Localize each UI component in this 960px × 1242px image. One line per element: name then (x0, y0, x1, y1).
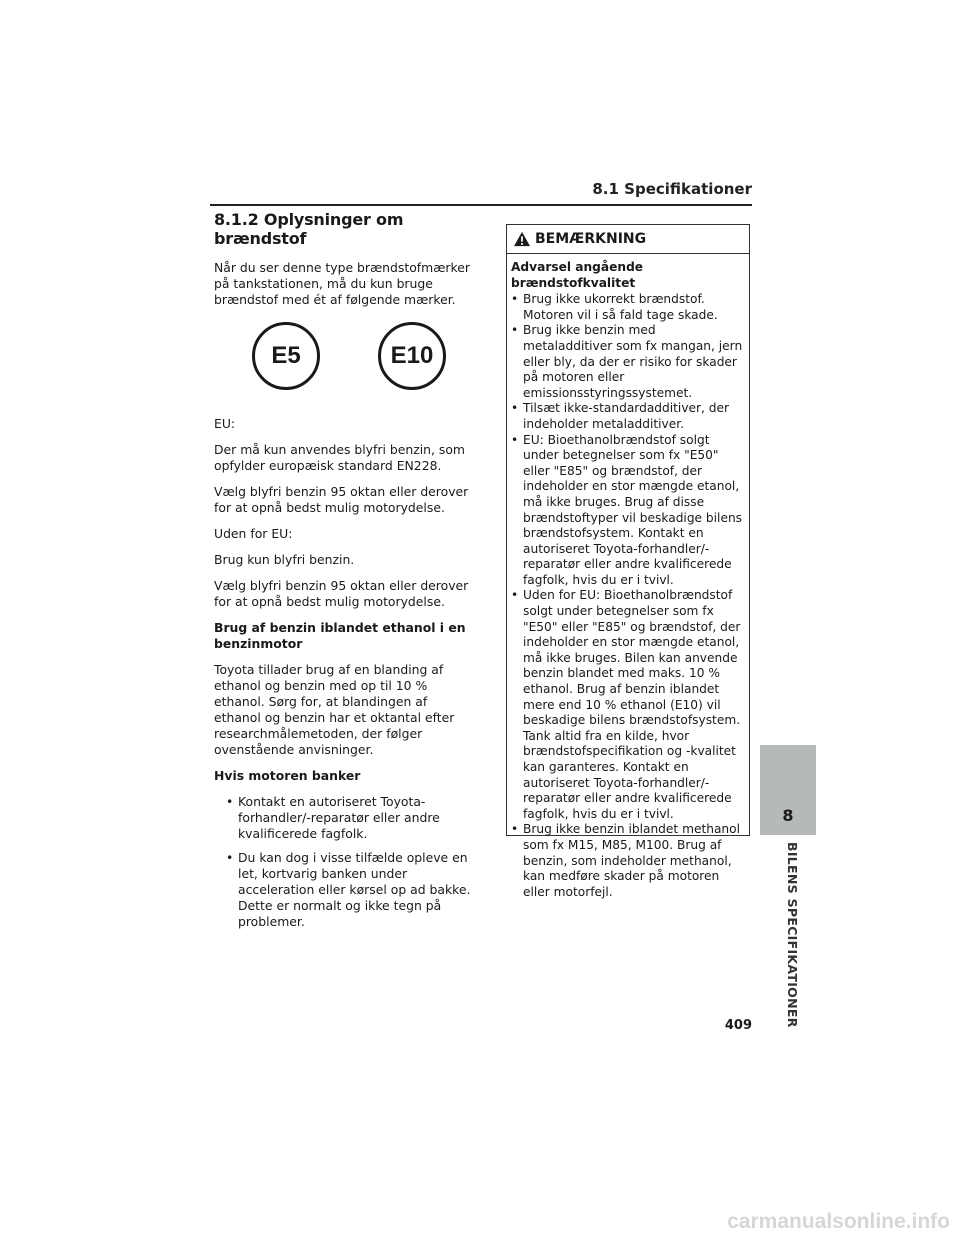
non-eu-text: Brug kun blyfri benzin. (214, 552, 355, 567)
bullet-marker: • (226, 794, 234, 809)
bullet-marker: • (511, 323, 519, 338)
list-item: • Kontakt en autoriseret Toyota-forhandler/-reparatør eller andre kvalificerede fagfolk. (226, 794, 440, 841)
fuel-sign-e5: E5 (252, 322, 320, 390)
list-item: • Brug ikke ukorrekt brændstof. Motoren vil i så fald tage skade. (511, 292, 718, 322)
list-item: • Tilsæt ikke-standardadditiver, der indeholder metaladditiver. (511, 401, 730, 431)
non-eu-octane: Vælg blyfri benzin 95 oktan eller derover for at opnå bedst mulig motorydelse. (214, 578, 469, 609)
ethanol-heading: Brug af benzin iblandet ethanol i en benzinmotor (214, 620, 466, 651)
chapter-tab: 8 (760, 745, 816, 835)
bullet-marker: • (511, 292, 519, 307)
main-column (214, 210, 476, 938)
bullet-marker: • (511, 401, 519, 416)
list-item: • Brug ikke benzin iblandet methanol som fx M15, M85, M100. Brug af benzin, som indeholder methanol, kan medføre skader på motoren eller motorfejl. (511, 822, 740, 899)
warning-triangle-icon (513, 231, 531, 247)
list-item: • EU: Bioethanolbrændstof solgt under betegnelser som fx "E50" eller "E85" og brændstof, der indeholder en stor mængde etanol, må ikke bruges. Brug af disse brændstoftyper vil beskadige bilens brændstofsystem. Kontakt en autoriseret Toyota-forhandler/-reparatør eller andre kvalificerede fagfolk, hvis du er i tvivl. (511, 432, 743, 587)
notice-header (507, 225, 749, 254)
bullet-marker: • (511, 588, 519, 603)
eu-label: EU: (214, 416, 236, 431)
notice-body (507, 254, 749, 900)
intro-paragraph: Når du ser denne type brændstofmærker på tankstationen, må du kun bruge brændstof med ét af følgende mærker. (214, 260, 470, 307)
page-number: 409 (724, 1018, 752, 1033)
watermark: carmanualsonline.info (727, 1210, 950, 1233)
knock-bullet-list (214, 794, 476, 930)
list-item: • Uden for EU: Bioethanolbrændstof solgt under betegnelser som fx "E50" eller "E85" og brændstof, der indeholder en stor mængde etanol, må ikke bruges. Bilen kan anvende benzin blandet med maks. 10 % ethanol. Brug af benzin iblandet mere end 10 % ethanol (E10) vil beskadige bilens brændstofsystem. Tank altid fra en kilde, hvor brændstofspecifikation og -kvalitet kan garanteres. Kontakt en autoriseret Toyota-forhandler/-reparatør eller andre kvalificerede fagfolk, hvis du er i tvivl. (511, 588, 741, 821)
eu-octane: Vælg blyfri benzin 95 oktan eller derover for at opnå bedst mulig motorydelse. (214, 484, 469, 515)
running-header: 8.1 Specifikationer (592, 180, 752, 198)
notice-title: BEMÆRKNING (535, 231, 647, 247)
eu-text: Der må kun anvendes blyfri benzin, som opfylder europæisk standard EN228. (214, 442, 465, 473)
list-item: • Du kan dog i visse tilfælde opleve en let, kortvarig banken under acceleration eller kørsel op ad bakke. Dette er normalt og ikke tegn på problemer. (226, 850, 471, 929)
bullet-marker: • (511, 432, 519, 447)
non-eu-label: Uden for EU: (214, 526, 293, 541)
notice-subtitle: Advarsel angående brændstofkvalitet (511, 260, 644, 290)
fuel-sign-e10: E10 (378, 322, 446, 390)
knock-heading: Hvis motoren banker (214, 768, 361, 783)
notice-box (506, 224, 750, 899)
notice-bullet-list (511, 292, 744, 900)
list-item: • Brug ikke benzin med metaladditiver som fx mangan, jern eller bly, da der er risiko for skader på motoren eller emissionsstyringssystemet. (511, 323, 743, 400)
fuel-label-signs (214, 318, 476, 406)
bullet-marker: • (226, 850, 234, 865)
chapter-tab-label: BILENS SPECIFIKATIONER (785, 842, 800, 1028)
header-rule (210, 204, 752, 206)
section-title: 8.1.2 Oplysninger om brændstof (214, 210, 404, 248)
ethanol-text: Toyota tillader brug af en blanding af ethanol og benzin med op til 10 % ethanol. Sørg for, at blandingen af ethanol og benzin har et oktantal efter researchmålemetoden, der følger ovenstående anvisninger. (214, 662, 455, 757)
bullet-marker: • (511, 822, 519, 837)
